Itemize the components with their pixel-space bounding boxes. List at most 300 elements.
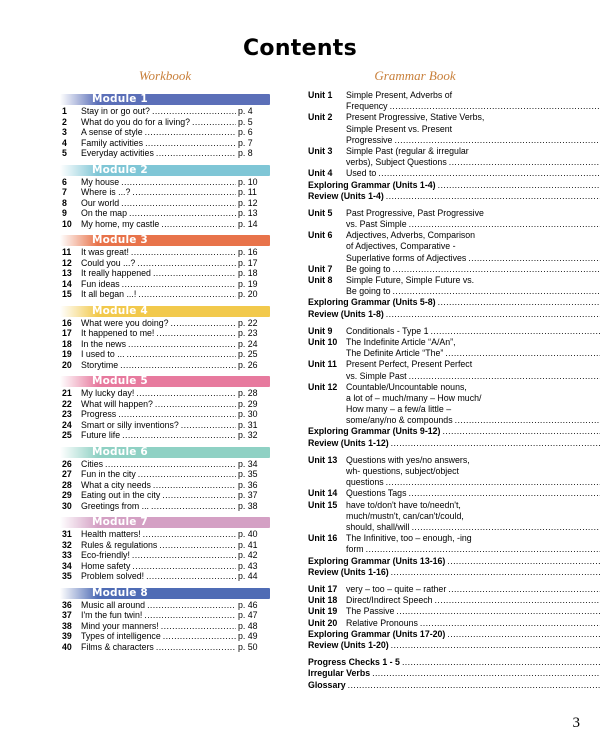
entry-text: Present Progressive, Stative Verbs, <box>346 112 485 123</box>
entry-title: Fun in the city <box>81 469 136 479</box>
entry-text: Superlative forms of Adjectives <box>346 252 467 263</box>
entry-body <box>346 618 600 629</box>
workbook-entry <box>60 187 270 198</box>
entry-title: In the news <box>81 338 126 349</box>
entry-number: 35 <box>62 571 72 581</box>
workbook-entry <box>60 339 270 350</box>
workbook-entry <box>60 430 270 441</box>
workbook-entry <box>60 388 270 399</box>
unit-label: Unit 17 <box>308 583 338 594</box>
module-header-bar <box>60 588 270 599</box>
entry-line <box>346 595 600 606</box>
entry-page: p. 7 <box>238 137 253 148</box>
dot-leader <box>390 101 600 112</box>
workbook-entry <box>60 279 270 290</box>
entry-text: much/mustn't, can/can't/could, <box>346 510 464 521</box>
entry-number: 32 <box>62 539 72 550</box>
entry-title: What were you doing? <box>81 317 169 328</box>
entry-line <box>346 371 600 382</box>
dot-leader <box>181 420 236 431</box>
module-label: Module 7 <box>92 516 148 528</box>
entry-text: Simple Past (regular & irregular <box>346 145 469 156</box>
entry-line <box>346 146 600 157</box>
entry-number: 20 <box>62 359 72 370</box>
workbook-heading: Workbook <box>138 68 192 83</box>
unit-label: Unit 7 <box>308 263 333 274</box>
entry-text: Simple Present, Adverbs of <box>346 90 453 100</box>
entry-page: p. 50 <box>238 641 258 652</box>
entry-number: 33 <box>62 550 72 560</box>
entry-line <box>346 404 600 415</box>
entry-line <box>308 438 600 449</box>
entry-line <box>308 556 600 567</box>
entry-page: p. 18 <box>238 268 258 278</box>
entry-title: Storytime <box>81 359 119 370</box>
workbook-entry <box>60 148 270 159</box>
unit-label: Unit 2 <box>308 112 333 123</box>
entry-text: Conditionals - Type 1 <box>346 325 429 336</box>
dot-leader <box>121 198 236 209</box>
entry-page: p. 41 <box>238 539 258 550</box>
entry-number: 29 <box>62 490 72 500</box>
entry-title: Exploring Grammar (Units 1-4) <box>308 179 436 190</box>
entry-text: vs. Past Simple <box>346 219 407 230</box>
grammar-unit-entry <box>308 488 538 499</box>
dot-leader <box>394 135 600 146</box>
entry-title: Exploring Grammar (Units 9-12) <box>308 426 441 437</box>
dot-leader <box>455 415 600 426</box>
entry-body <box>308 629 600 640</box>
entry-number: 21 <box>62 388 72 398</box>
entry-body <box>346 606 600 617</box>
workbook-list <box>60 88 270 652</box>
entry-body <box>346 208 600 230</box>
entry-line <box>308 629 600 640</box>
grammar-unit-entry <box>308 606 538 617</box>
entry-title: Family activities <box>81 137 144 148</box>
entry-number: 31 <box>62 529 72 539</box>
workbook-entry <box>60 208 270 219</box>
entry-text: very – too – quite – rather <box>346 583 447 594</box>
dot-leader <box>386 191 600 202</box>
workbook-entry <box>60 289 270 300</box>
entry-page: p. 20 <box>238 289 258 299</box>
entry-title: Exploring Grammar (Units 5-8) <box>308 297 436 308</box>
workbook-entry <box>60 138 270 149</box>
module-header-bar <box>60 517 270 528</box>
entry-page: p. 32 <box>238 430 258 440</box>
dot-leader <box>409 371 600 382</box>
entry-text: Past Progressive, Past Progressive <box>346 207 484 218</box>
entry-title: It all began ...! <box>81 289 137 299</box>
entry-body <box>346 112 600 146</box>
entry-body <box>346 455 600 489</box>
module-label: Module 3 <box>92 234 148 246</box>
entry-text: The Indefinite Article “A/An”, <box>346 336 456 347</box>
module-header-bar <box>60 235 270 246</box>
entry-text: Direct/Indirect Speech <box>346 595 433 606</box>
entry-title: My house <box>81 176 120 187</box>
grammar-unit-entry <box>308 382 538 427</box>
entry-number: 12 <box>62 257 72 268</box>
grammar-unit-entry <box>308 337 538 359</box>
grammar-summary-entry <box>308 567 538 578</box>
entry-page: p. 48 <box>238 620 258 631</box>
entry-line <box>346 584 600 595</box>
dot-leader <box>122 279 236 290</box>
entry-page: p. 36 <box>238 479 258 490</box>
entry-title: Review (Units 1-20) <box>308 639 389 650</box>
entry-line <box>346 112 600 123</box>
dot-leader <box>192 117 236 128</box>
dot-leader <box>402 657 600 668</box>
workbook-entry <box>60 501 270 512</box>
dot-leader <box>138 289 236 300</box>
entry-page: p. 25 <box>238 349 258 359</box>
grammar-unit-entry <box>308 112 538 146</box>
entry-body <box>346 595 600 606</box>
entry-line <box>346 90 600 101</box>
entry-title: Stay in or go out? <box>81 106 150 116</box>
grammar-unit-entry <box>308 230 538 264</box>
entry-text: Adjectives, Adverbs, Comparison <box>346 230 476 241</box>
entry-line <box>346 500 600 511</box>
dot-leader <box>447 629 600 640</box>
entry-title: Home safety <box>81 560 131 571</box>
entry-line <box>308 191 600 202</box>
entry-page: p. 6 <box>238 127 253 137</box>
entry-line <box>346 219 600 230</box>
entry-line <box>346 466 600 477</box>
entry-page: p. 14 <box>238 218 258 229</box>
page-number: 3 <box>572 715 580 731</box>
dot-leader <box>438 180 600 191</box>
entry-line <box>346 264 600 275</box>
entry-line <box>308 297 600 308</box>
grammar-summary-entry <box>308 629 538 640</box>
dot-leader <box>152 106 236 117</box>
workbook-entry <box>60 469 270 480</box>
workbook-entry <box>60 268 270 279</box>
entry-title: What do you do for a living? <box>81 116 191 127</box>
dot-leader <box>430 326 600 337</box>
dot-leader <box>122 430 236 441</box>
entry-line <box>346 230 600 241</box>
entry-text: Be going to <box>346 286 391 297</box>
dot-leader <box>396 606 600 617</box>
workbook-entry <box>60 529 270 540</box>
unit-label: Unit 20 <box>308 617 338 628</box>
grammar-unit-entry <box>308 618 538 629</box>
module-label: Module 2 <box>92 163 148 176</box>
entry-number: 15 <box>62 289 72 299</box>
entry-line <box>346 124 600 135</box>
entry-line <box>346 337 600 348</box>
dot-leader <box>408 488 600 499</box>
entry-title: Glossary <box>308 679 346 690</box>
entry-body <box>308 297 600 308</box>
entry-title: It really happened <box>81 268 151 278</box>
entry-body <box>346 337 600 359</box>
unit-label: Unit 9 <box>308 325 333 336</box>
dot-leader <box>105 459 236 470</box>
entry-title: I'm the fun twin! <box>81 610 143 620</box>
grammar-unit-entry <box>308 208 538 230</box>
entry-number: 27 <box>62 469 72 479</box>
module-label: Module 6 <box>92 445 148 458</box>
entry-page: p. 26 <box>238 359 258 370</box>
entry-title: It was great! <box>81 247 129 257</box>
grammar-book-list <box>308 90 538 691</box>
entry-line <box>308 668 600 679</box>
entry-line <box>308 309 600 320</box>
unit-label: Unit 13 <box>308 454 338 465</box>
entry-title: On the map <box>81 208 127 218</box>
entry-line <box>346 606 600 617</box>
dot-leader <box>449 157 600 168</box>
entry-number: 13 <box>62 268 72 278</box>
module-header-bar <box>60 94 270 105</box>
entry-page: p. 47 <box>238 610 258 620</box>
entry-title: My home, my castle <box>81 218 160 229</box>
entry-line <box>346 415 600 426</box>
entry-title: Problem solved! <box>81 571 145 581</box>
grammar-unit-entry <box>308 359 538 381</box>
dot-leader <box>393 264 600 275</box>
entry-title: It happened to me! <box>81 328 155 338</box>
dot-leader <box>145 138 236 149</box>
entry-body <box>308 438 600 449</box>
unit-label: Unit 6 <box>308 230 333 241</box>
dot-leader <box>156 642 236 653</box>
dot-leader <box>127 349 236 360</box>
dot-leader <box>391 438 600 449</box>
entry-line <box>346 168 600 179</box>
entry-line <box>346 522 600 533</box>
entry-title: Fun ideas <box>81 278 120 289</box>
entry-title: A sense of style <box>81 127 143 137</box>
unit-label: Unit 1 <box>308 90 333 100</box>
dot-leader <box>171 318 236 329</box>
workbook-entry <box>60 610 270 621</box>
entry-title: Rules & regulations <box>81 539 158 550</box>
entry-number: 24 <box>62 419 72 430</box>
entry-title: My lucky day! <box>81 388 135 398</box>
dot-leader <box>153 268 236 279</box>
grammar-summary-entry <box>308 657 538 668</box>
entry-title: Greetings from ... <box>81 500 149 511</box>
grammar-unit-entry <box>308 264 538 275</box>
entry-number: 25 <box>62 430 72 440</box>
dot-leader <box>132 561 236 572</box>
dot-leader <box>391 640 600 651</box>
entry-title: Review (Units 1-8) <box>308 308 384 319</box>
grammar-summary-entry <box>308 438 538 449</box>
entry-text: have to/don't have to/needn't, <box>346 499 461 510</box>
entry-title: Everyday activities <box>81 148 154 158</box>
workbook-entry <box>60 631 270 642</box>
grammar-unit-entry <box>308 584 538 595</box>
workbook-entry <box>60 258 270 269</box>
entry-number: 9 <box>62 208 67 218</box>
unit-label: Unit 14 <box>308 488 338 499</box>
workbook-entry <box>60 219 270 230</box>
dot-leader <box>409 219 600 230</box>
unit-label: Unit 8 <box>308 275 333 286</box>
entry-body <box>346 382 600 427</box>
entry-page: p. 49 <box>238 631 258 641</box>
dot-leader <box>155 399 236 410</box>
dot-leader <box>156 148 236 159</box>
entry-number: 17 <box>62 328 72 338</box>
dot-leader <box>420 618 600 629</box>
dot-leader <box>348 680 600 691</box>
entry-title: Mind your manners! <box>81 620 159 631</box>
grammar-summary-entry <box>308 668 538 679</box>
workbook-entry <box>60 399 270 410</box>
entry-number: 11 <box>62 247 72 257</box>
grammar-unit-entry <box>308 533 538 555</box>
entry-line <box>308 426 600 437</box>
entry-line <box>308 180 600 191</box>
dot-leader <box>378 168 600 179</box>
entry-number: 4 <box>62 137 67 148</box>
entry-body <box>308 567 600 578</box>
entry-body <box>308 556 600 567</box>
grammar-unit-entry <box>308 168 538 179</box>
entry-line <box>346 241 600 252</box>
entry-number: 34 <box>62 560 72 571</box>
workbook-entry <box>60 409 270 420</box>
entry-body <box>346 500 600 534</box>
unit-label: Unit 12 <box>308 381 338 392</box>
entry-title: Could you ...? <box>81 257 136 268</box>
module-label: Module 5 <box>92 375 148 387</box>
entry-page: p. 8 <box>238 148 253 158</box>
entry-number: 38 <box>62 620 72 631</box>
entry-page: p. 24 <box>238 338 258 349</box>
unit-label: Unit 15 <box>308 499 338 510</box>
entry-number: 30 <box>62 500 72 511</box>
entry-title: Types of intelligence <box>81 631 161 641</box>
entry-text: Progressive <box>346 134 393 145</box>
dot-leader <box>128 339 236 350</box>
entry-page: p. 17 <box>238 257 258 268</box>
unit-label: Unit 10 <box>308 336 338 347</box>
dot-leader <box>391 567 600 578</box>
entry-text: should, shall/will <box>346 522 410 532</box>
entry-number: 40 <box>62 641 72 652</box>
entry-page: p. 34 <box>238 458 258 469</box>
entry-page: p. 46 <box>238 599 258 610</box>
entry-page: p. 38 <box>238 500 258 511</box>
dot-leader <box>131 247 236 258</box>
entry-page: p. 22 <box>238 317 258 328</box>
entry-number: 23 <box>62 409 72 419</box>
entry-body <box>308 680 600 691</box>
workbook-entry <box>60 540 270 551</box>
entry-body <box>346 533 600 555</box>
dot-leader <box>386 309 600 320</box>
entry-body <box>308 657 600 668</box>
entry-page: p. 4 <box>238 106 253 116</box>
entry-title: Review (Units 1-4) <box>308 190 384 201</box>
entry-body <box>346 326 600 337</box>
entry-page: p. 23 <box>238 328 258 338</box>
entry-number: 28 <box>62 479 72 490</box>
entry-line <box>346 359 600 370</box>
module-header-bar <box>60 447 270 458</box>
entry-line <box>346 477 600 488</box>
entry-body <box>308 668 600 679</box>
entry-body <box>346 584 600 595</box>
entry-line <box>308 657 600 668</box>
dot-leader <box>129 208 236 219</box>
entry-number: 1 <box>62 106 67 116</box>
entry-title: Exploring Grammar (Units 13-16) <box>308 555 446 566</box>
entry-text: Countable/Uncountable nouns, <box>346 381 467 392</box>
entry-number: 3 <box>62 127 67 137</box>
entry-body <box>346 146 600 168</box>
entry-title: Review (Units 1-16) <box>308 566 389 577</box>
entry-title: Progress <box>81 409 117 419</box>
dot-leader <box>163 631 236 642</box>
dot-leader <box>136 388 236 399</box>
entry-title: Eating out in the city <box>81 490 161 500</box>
workbook-entry <box>60 127 270 138</box>
entry-line <box>346 348 600 359</box>
module-header-bar <box>60 376 270 387</box>
entry-title: Exploring Grammar (Units 17-20) <box>308 628 446 639</box>
dot-leader <box>143 529 236 540</box>
dot-leader <box>147 600 236 611</box>
entry-text: Present Perfect, Present Perfect <box>346 359 473 370</box>
entry-page: p. 42 <box>238 550 258 560</box>
workbook-entry <box>60 571 270 582</box>
entry-page: p. 19 <box>238 278 258 289</box>
entry-line <box>346 157 600 168</box>
entry-line <box>346 455 600 466</box>
entry-text: Simple Future, Simple Future vs. <box>346 275 475 286</box>
entry-body <box>346 264 600 275</box>
dot-leader <box>146 571 236 582</box>
unit-label: Unit 5 <box>308 207 333 218</box>
workbook-entry <box>60 621 270 632</box>
dot-leader <box>468 253 600 264</box>
module-label: Module 4 <box>92 304 148 317</box>
entry-line <box>346 101 600 112</box>
dot-leader <box>372 668 600 679</box>
workbook-entry <box>60 420 270 431</box>
entry-body <box>308 309 600 320</box>
entry-page: p. 37 <box>238 490 258 500</box>
entry-line <box>346 393 600 404</box>
entry-number: 16 <box>62 317 72 328</box>
unit-label: Unit 11 <box>308 359 337 370</box>
dot-leader <box>132 187 236 198</box>
grammar-unit-entry <box>308 146 538 168</box>
entry-title: What a city needs <box>81 479 151 490</box>
entry-title: Smart or silly inventions? <box>81 419 179 430</box>
entry-title: Review (Units 1-12) <box>308 437 389 448</box>
entry-number: 14 <box>62 278 72 289</box>
entry-line <box>346 253 600 264</box>
entry-line <box>308 567 600 578</box>
entry-number: 37 <box>62 610 72 620</box>
workbook-entry <box>60 349 270 360</box>
unit-label: Unit 18 <box>308 595 338 606</box>
entry-title: Eco-friendly! <box>81 550 130 560</box>
